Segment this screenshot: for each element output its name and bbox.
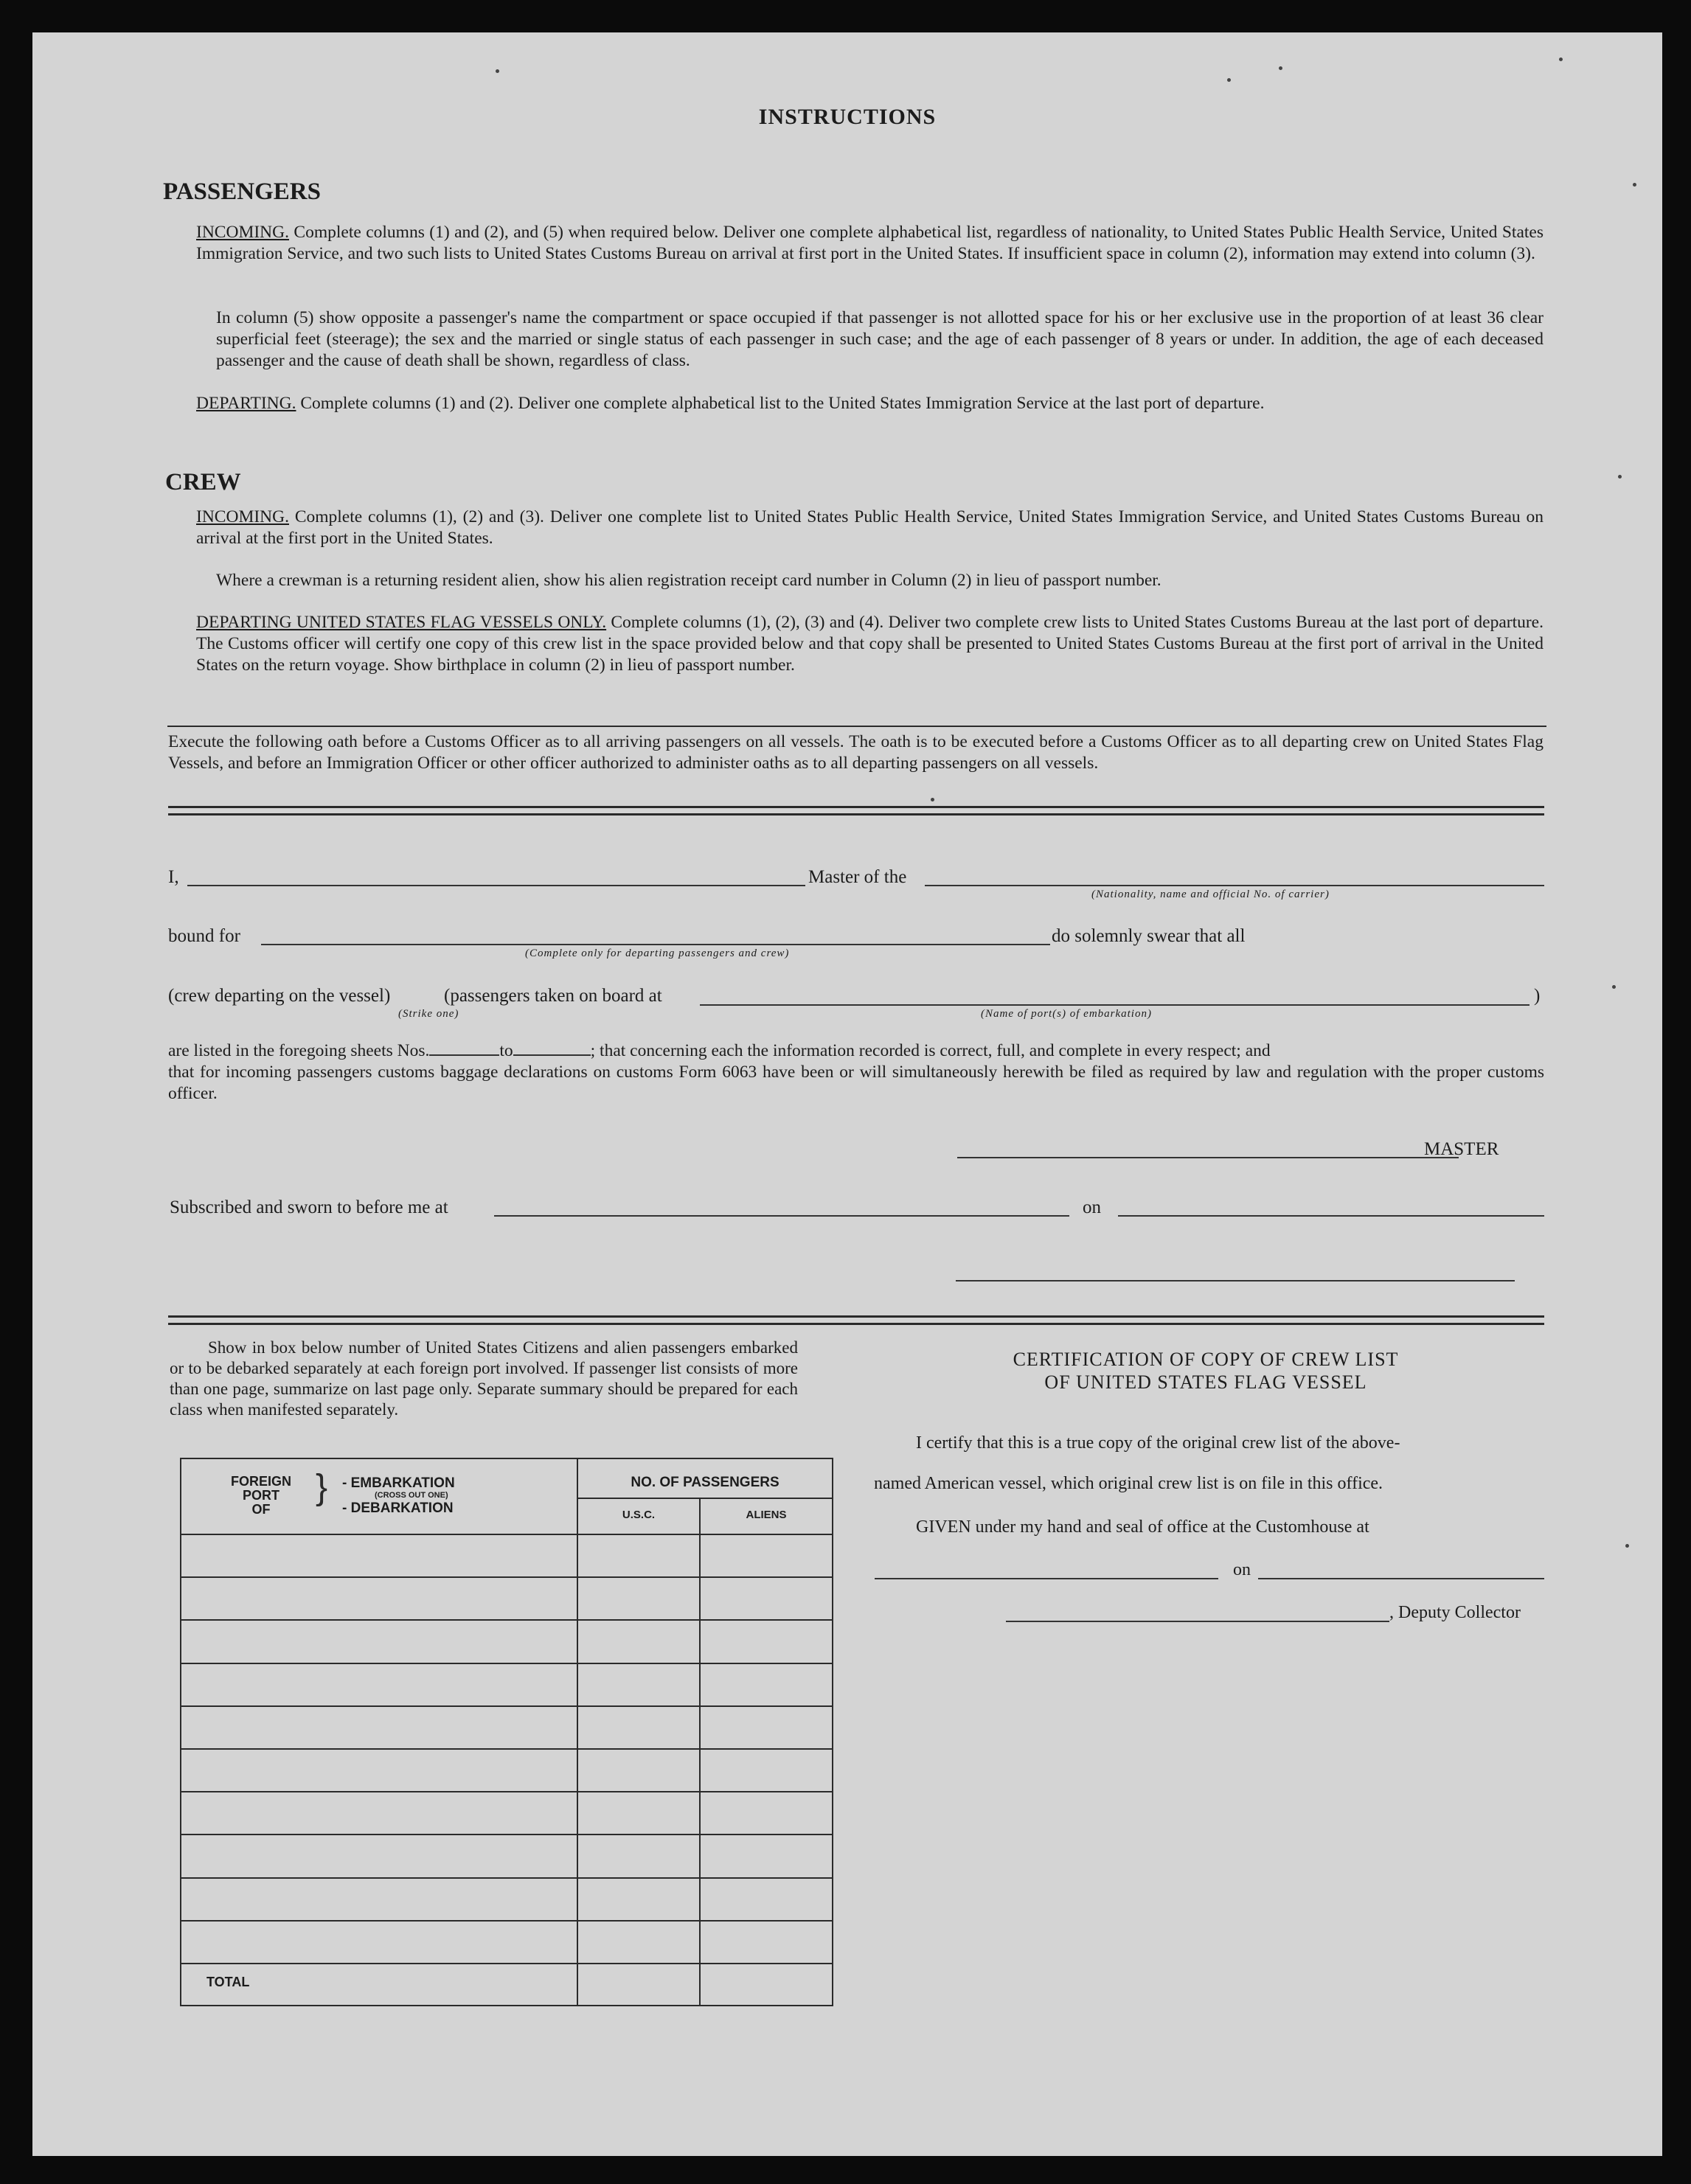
listed-to: to	[499, 1041, 513, 1060]
speck	[1618, 475, 1622, 479]
sworn-place-field[interactable]	[494, 1215, 1069, 1217]
embarkation-option[interactable]: - EMBARKATION	[342, 1475, 455, 1491]
certification-line-2: named American vessel, which original crew list is on file in this office.	[874, 1474, 1383, 1493]
certification-line-1: I certify that this is a true copy of the original crew list of the above-	[916, 1433, 1400, 1453]
certification-title-line-2: OF UNITED STATES FLAG VESSEL	[1044, 1371, 1367, 1393]
oath-instructions: Execute the following oath before a Customs Officer as to all arriving passengers on all vessels. The oath is to be executed before a Customs Officer as to all departing crew on United States Flag Vessels, and before an Immigration Officer or other officer authorized to administer oaths as to all departing passengers on all vessels.	[168, 732, 1544, 773]
passengers-incoming-label: INCOMING.	[196, 223, 289, 242]
certification-on-label: on	[1233, 1560, 1251, 1579]
officer-signature-field[interactable]	[956, 1280, 1515, 1281]
no-of-passengers-header: NO. OF PASSENGERS	[631, 1475, 779, 1490]
speck	[1625, 1544, 1629, 1548]
passengers-taken-option[interactable]: (passengers taken on board at	[444, 986, 662, 1006]
swear-label: do solemnly swear that all	[1052, 926, 1246, 946]
bound-for-field[interactable]	[261, 944, 1050, 945]
crew-incoming-text: Complete columns (1), (2) and (3). Deliver one complete list to United States Public Health Service, United States Immigration Service, and United States Customs Bureau on arrival at the first port in the United States.	[196, 507, 1544, 548]
port-label-line-1: FOREIGN	[230, 1474, 291, 1489]
cross-out-caption: (CROSS OUT ONE)	[375, 1491, 448, 1500]
total-label: TOTAL	[206, 1975, 250, 1989]
embarkation-port-field[interactable]	[700, 1004, 1529, 1006]
port-label-line-2: PORT	[242, 1488, 279, 1503]
certification-title-line-1: CERTIFICATION OF COPY OF CREW LIST	[1013, 1349, 1399, 1370]
master-signature-field[interactable]	[957, 1157, 1459, 1158]
table-row	[180, 1963, 832, 1964]
summary-instructions: Show in box below number of United States Citizens and alien passengers embarked or to be debarked separately at each foreign port involved. If passenger list consists of more than one page, summarize on last page only. Separate summary should be prepared for each class when manifested separately.	[170, 1338, 798, 1419]
speck	[1633, 183, 1636, 187]
port-label-line-3: OF	[251, 1502, 271, 1517]
certification-title	[892, 1348, 1519, 1394]
sheet-from-field[interactable]	[429, 1041, 499, 1056]
double-rule-2	[168, 1315, 1544, 1325]
certification-line-3: GIVEN under my hand and seal of office at the Customhouse at	[916, 1517, 1369, 1537]
speck	[931, 798, 934, 801]
nationality-caption: (Nationality, name and official No. of carrier)	[1091, 888, 1330, 900]
page-title: INSTRUCTIONS	[758, 105, 937, 129]
crew-resident-paragraph: Where a crewman is a returning resident alien, show his alien registration receipt card number in Column (2) in lieu of passport number.	[216, 571, 1162, 590]
crew-departing-paragraph	[196, 612, 1544, 676]
strike-one-caption: (Strike one)	[398, 1008, 459, 1020]
passengers-column5-paragraph: In column (5) show opposite a passenger's name the compartment or space occupied if that passenger is not allotted space for his or her exclusive use in the proportion of at least 36 clear superficial feet (steerage); the sex and the married or single status of each passenger in such case; and the age of each passenger of 8 years or under. In addition, the age of each deceased passenger and the cause of death shall be shown, regardless of class.	[216, 308, 1544, 370]
passengers-incoming-text: Complete columns (1) and (2), and (5) when required below. Deliver one complete alphabetical list, regardless of nationality, to United States Public Health Service, United States Immigration Service, and two such lists to United States Customs Bureau on arrival at first port in the United States. If insufficient space in column (2), information may extend into column (3).	[196, 223, 1544, 263]
table-row	[180, 1834, 832, 1835]
form-page	[32, 32, 1662, 2156]
ports-caption: (Name of port(s) of embarkation)	[981, 1008, 1152, 1020]
listed-text-2: that for incoming passengers customs baggage declarations on customs Form 6063 have been or will simultaneously herewith be filed as required by law and regulation with the proper customs officer.	[168, 1063, 1544, 1103]
brace-icon: }	[316, 1468, 328, 1507]
table-row	[180, 1920, 832, 1922]
master-label: MASTER	[1424, 1139, 1499, 1159]
debarkation-option[interactable]: - DEBARKATION	[342, 1500, 454, 1516]
crew-incoming-label: INCOMING.	[196, 507, 289, 526]
speck	[1279, 66, 1282, 70]
complete-only-caption: (Complete only for departing passengers and crew)	[525, 947, 790, 959]
table-row	[180, 1619, 832, 1621]
master-name-field[interactable]	[187, 885, 805, 886]
listed-prefix: are listed in the foregoing sheets Nos.	[168, 1041, 430, 1060]
aliens-header: ALIENS	[746, 1509, 787, 1521]
speck	[1612, 985, 1616, 989]
table-row	[180, 1748, 832, 1750]
deputy-collector-label: , Deputy Collector	[1389, 1603, 1521, 1622]
passengers-departing-paragraph	[196, 393, 1544, 414]
table-divider	[699, 1498, 701, 2005]
speck	[1227, 78, 1231, 82]
passengers-incoming-paragraph	[196, 222, 1544, 265]
close-paren: )	[1534, 986, 1541, 1006]
table-divider	[577, 1458, 578, 2005]
passengers-departing-text: Complete columns (1) and (2). Deliver one complete alphabetical list to the United States Immigration Service at the last port of departure.	[296, 394, 1265, 413]
passenger-summary-table	[180, 1458, 833, 2006]
crew-heading: CREW	[165, 469, 241, 495]
table-row	[180, 1791, 832, 1792]
table-header-rule	[180, 1534, 832, 1535]
table-row	[180, 1877, 832, 1879]
speck	[1559, 58, 1563, 61]
crew-departing-option[interactable]: (crew departing on the vessel)	[168, 986, 391, 1006]
crew-departing-label: DEPARTING UNITED STATES FLAG VESSELS ONLY.	[196, 613, 607, 632]
table-row	[180, 1705, 832, 1707]
table-row	[180, 1576, 832, 1578]
bound-for-label: bound for	[168, 926, 240, 946]
table-row	[180, 1663, 832, 1664]
sheet-to-field[interactable]	[513, 1041, 591, 1056]
customhouse-field[interactable]	[875, 1578, 1218, 1579]
crew-departing-text: Complete columns (1), (2), (3) and (4). Deliver two complete crew lists to United States Customs Bureau at the last port of departure. The Customs officer will certify one copy of this crew list in the space provided below and that copy shall be presented to United States Customs Bureau at the first port of arrival in the United States on the return voyage. Show birthplace in column (2) in lieu of passport number.	[196, 613, 1544, 675]
sworn-date-field[interactable]	[1118, 1215, 1544, 1217]
master-of-label: Master of the	[808, 867, 907, 887]
passengers-departing-label: DEPARTING.	[196, 394, 296, 413]
listed-rest: ; that concerning each the information recorded is correct, full, and complete in every respect; and	[590, 1041, 1271, 1060]
sworn-on-label: on	[1083, 1197, 1101, 1217]
usc-header: U.S.C.	[622, 1509, 656, 1521]
speck	[496, 69, 499, 73]
certification-date-field[interactable]	[1258, 1578, 1544, 1579]
table-divider	[577, 1498, 832, 1499]
oath-i-label: I,	[168, 867, 179, 887]
divider	[167, 726, 1546, 727]
foreign-port-label	[209, 1475, 313, 1517]
subscribed-label: Subscribed and sworn to before me at	[170, 1197, 448, 1217]
deputy-signature-field[interactable]	[1006, 1621, 1389, 1622]
crew-incoming-paragraph	[196, 507, 1544, 549]
double-rule	[168, 806, 1544, 815]
passengers-heading: PASSENGERS	[163, 178, 321, 205]
carrier-field[interactable]	[925, 885, 1544, 886]
listed-line-1	[168, 1040, 1544, 1062]
